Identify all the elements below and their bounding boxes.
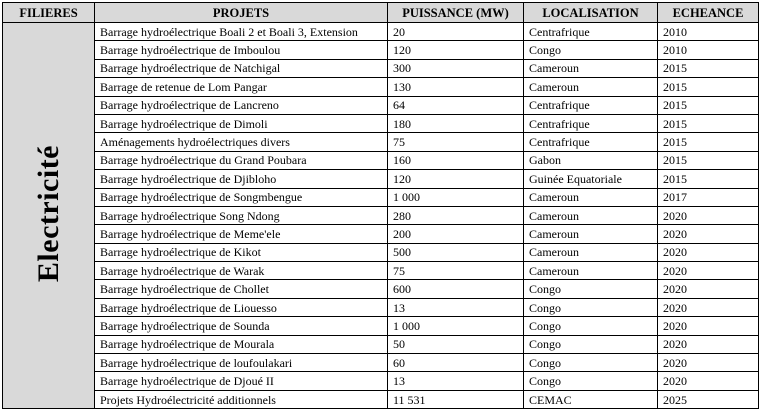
table-row [3, 96, 759, 114]
projet-cell: Barrage hydroélectrique de Meme'ele [95, 225, 388, 243]
projet-cell: Projets Hydroélectricité additionnels [95, 390, 388, 408]
localisation-cell: Congo [524, 41, 658, 59]
table-body [3, 23, 759, 409]
table-row [3, 317, 759, 335]
puissance-cell: 60 [388, 354, 524, 372]
echeance-cell: 2020 [658, 354, 759, 372]
echeance-cell: 2020 [658, 280, 759, 298]
projet-cell: Barrage hydroélectrique de Warak [95, 262, 388, 280]
puissance-cell: 200 [388, 225, 524, 243]
projet-cell: Barrage hydroélectrique de Imboulou [95, 41, 388, 59]
localisation-cell: CEMAC [524, 390, 658, 408]
projet-cell: Aménagements hydroélectriques divers [95, 133, 388, 151]
table-row [3, 114, 759, 132]
echeance-cell: 2015 [658, 96, 759, 114]
projet-cell: Barrage hydroélectrique de Songmbengue [95, 188, 388, 206]
echeance-cell: 2015 [658, 133, 759, 151]
header-localisation: LOCALISATION [524, 3, 658, 23]
table-row [3, 133, 759, 151]
projet-cell: Barrage hydroélectrique Boali 2 et Boali 3, Extension [95, 23, 388, 41]
echeance-cell: 2020 [658, 317, 759, 335]
projet-cell: Barrage de retenue de Lom Pangar [95, 78, 388, 96]
echeance-cell: 2020 [658, 262, 759, 280]
puissance-cell: 13 [388, 372, 524, 390]
filiere-label: Electricité [31, 145, 65, 283]
table-row [3, 206, 759, 224]
localisation-cell: Centrafrique [524, 133, 658, 151]
puissance-cell: 75 [388, 262, 524, 280]
echeance-cell: 2015 [658, 114, 759, 132]
localisation-cell: Cameroun [524, 225, 658, 243]
localisation-cell: Cameroun [524, 262, 658, 280]
table-row [3, 372, 759, 390]
header-puissance: PUISSANCE (MW) [388, 3, 524, 23]
echeance-cell: 2015 [658, 78, 759, 96]
localisation-cell: Congo [524, 280, 658, 298]
table-row [3, 59, 759, 77]
table-row [3, 243, 759, 261]
table-row [3, 23, 759, 41]
table-row [3, 335, 759, 353]
puissance-cell: 130 [388, 78, 524, 96]
echeance-cell: 2025 [658, 390, 759, 408]
localisation-cell: Cameroun [524, 59, 658, 77]
projet-cell: Barrage hydroélectrique de loufoulakari [95, 354, 388, 372]
projet-cell: Barrage hydroélectrique de Djoué II [95, 372, 388, 390]
localisation-cell: Congo [524, 335, 658, 353]
table-row [3, 225, 759, 243]
localisation-cell: Congo [524, 372, 658, 390]
localisation-cell: Gabon [524, 151, 658, 169]
localisation-cell: Cameroun [524, 78, 658, 96]
puissance-cell: 75 [388, 133, 524, 151]
echeance-cell: 2020 [658, 206, 759, 224]
puissance-cell: 120 [388, 41, 524, 59]
projet-cell: Barrage hydroélectrique de Kikot [95, 243, 388, 261]
echeance-cell: 2020 [658, 372, 759, 390]
echeance-cell: 2010 [658, 23, 759, 41]
table-row [3, 354, 759, 372]
projet-cell: Barrage hydroélectrique de Dimoli [95, 114, 388, 132]
echeance-cell: 2010 [658, 41, 759, 59]
puissance-cell: 300 [388, 59, 524, 77]
table-row [3, 188, 759, 206]
header-projets: PROJETS [95, 3, 388, 23]
projet-cell: Barrage hydroélectrique de Chollet [95, 280, 388, 298]
echeance-cell: 2020 [658, 298, 759, 316]
puissance-cell: 600 [388, 280, 524, 298]
projet-cell: Barrage hydroélectrique de Lancreno [95, 96, 388, 114]
echeance-cell: 2015 [658, 170, 759, 188]
table-row [3, 262, 759, 280]
echeance-cell: 2017 [658, 188, 759, 206]
localisation-cell: Cameroun [524, 243, 658, 261]
puissance-cell: 20 [388, 23, 524, 41]
header-echeance: ECHEANCE [658, 3, 759, 23]
table-row [3, 298, 759, 316]
table-row [3, 170, 759, 188]
localisation-cell: Congo [524, 298, 658, 316]
projet-cell: Barrage hydroélectrique du Grand Poubara [95, 151, 388, 169]
header-filieres: FILIERES [3, 3, 95, 23]
puissance-cell: 180 [388, 114, 524, 132]
puissance-cell: 280 [388, 206, 524, 224]
puissance-cell: 13 [388, 298, 524, 316]
table-row [3, 390, 759, 408]
localisation-cell: Cameroun [524, 188, 658, 206]
projet-cell: Barrage hydroélectrique de Sounda [95, 317, 388, 335]
puissance-cell: 120 [388, 170, 524, 188]
puissance-cell: 160 [388, 151, 524, 169]
puissance-cell: 1 000 [388, 188, 524, 206]
echeance-cell: 2020 [658, 225, 759, 243]
filiere-cell [3, 23, 95, 409]
table-row [3, 280, 759, 298]
projet-cell: Barrage hydroélectrique de Djibloho [95, 170, 388, 188]
table-row [3, 78, 759, 96]
echeance-cell: 2020 [658, 243, 759, 261]
localisation-cell: Congo [524, 317, 658, 335]
table-row [3, 41, 759, 59]
localisation-cell: Cameroun [524, 206, 658, 224]
localisation-cell: Centrafrique [524, 114, 658, 132]
projet-cell: Barrage hydroélectrique de Liouesso [95, 298, 388, 316]
localisation-cell: Guinée Equatoriale [524, 170, 658, 188]
projet-cell: Barrage hydroélectrique de Mourala [95, 335, 388, 353]
localisation-cell: Congo [524, 354, 658, 372]
projet-cell: Barrage hydroélectrique Song Ndong [95, 206, 388, 224]
puissance-cell: 50 [388, 335, 524, 353]
echeance-cell: 2015 [658, 151, 759, 169]
puissance-cell: 64 [388, 96, 524, 114]
table-row [3, 151, 759, 169]
projet-cell: Barrage hydroélectrique de Natchigal [95, 59, 388, 77]
echeance-cell: 2015 [658, 59, 759, 77]
puissance-cell: 500 [388, 243, 524, 261]
localisation-cell: Centrafrique [524, 23, 658, 41]
projects-table [2, 2, 759, 409]
puissance-cell: 1 000 [388, 317, 524, 335]
echeance-cell: 2020 [658, 335, 759, 353]
puissance-cell: 11 531 [388, 390, 524, 408]
header-row [3, 3, 759, 23]
localisation-cell: Centrafrique [524, 96, 658, 114]
